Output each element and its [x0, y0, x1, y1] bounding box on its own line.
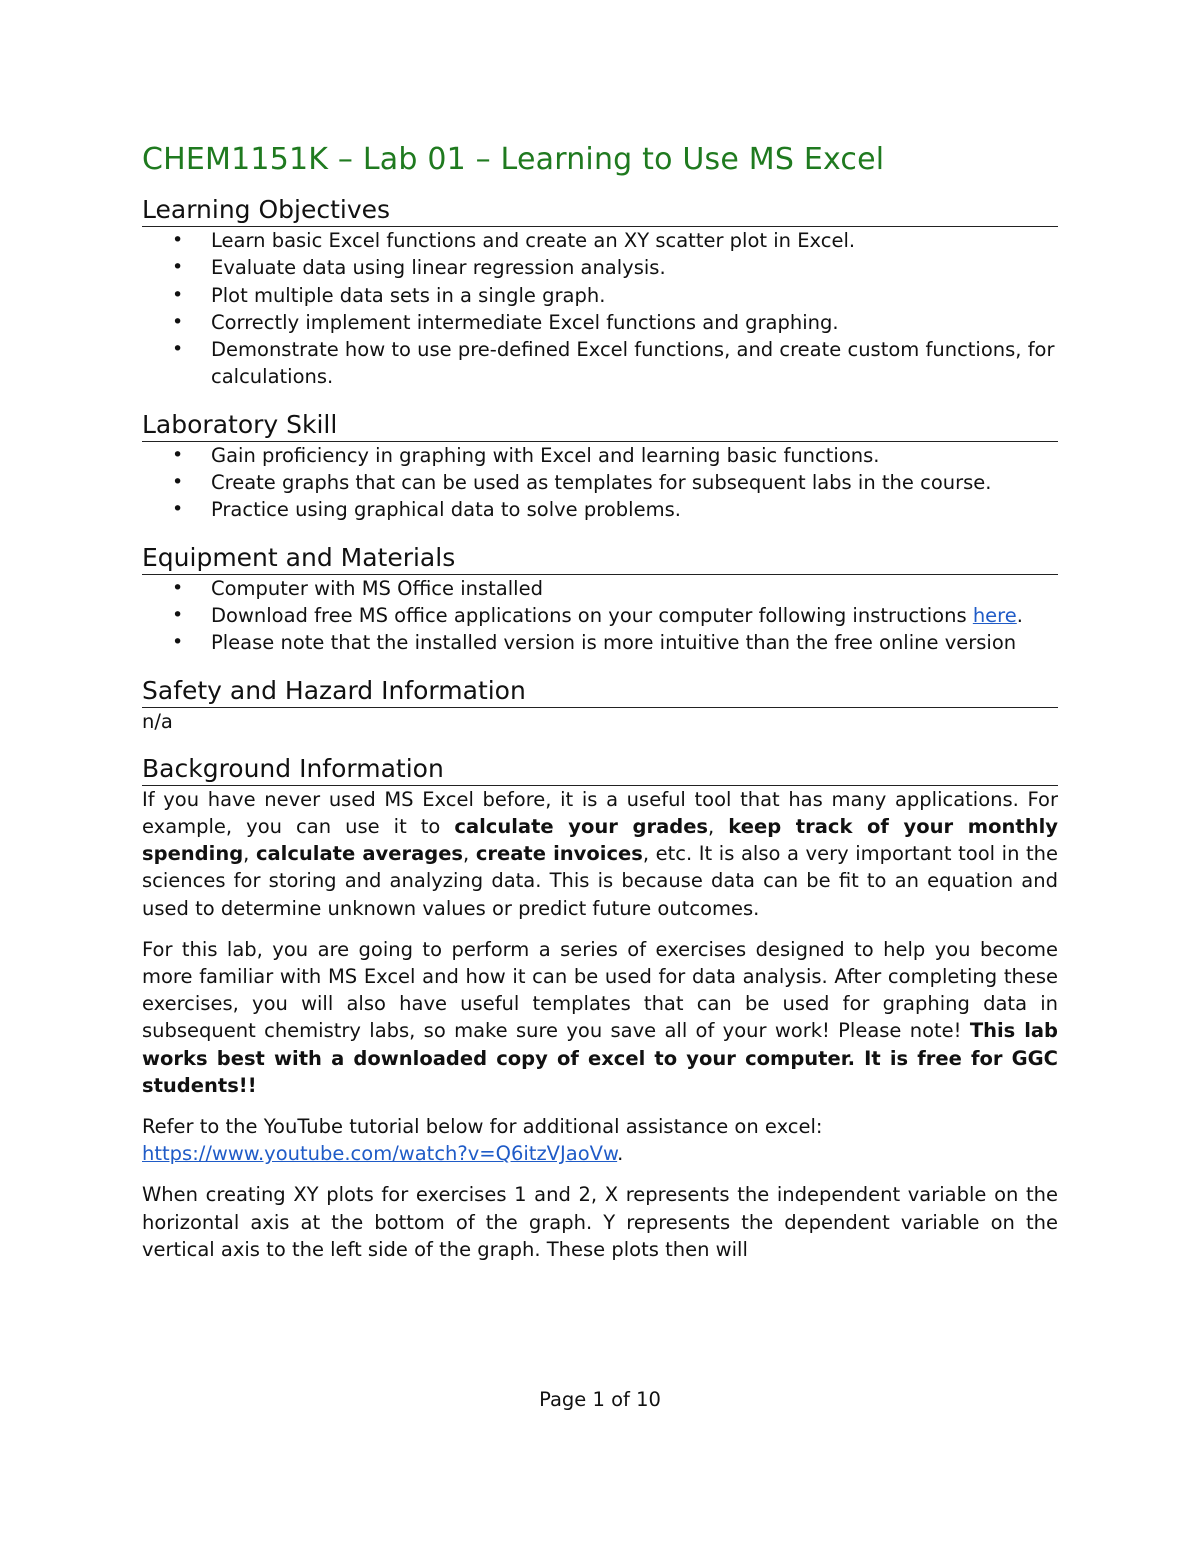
list-item: • Plot multiple data sets in a single graph.	[142, 282, 1058, 309]
list-item: • Download free MS office applications on your computer following instructions here.	[142, 602, 1058, 629]
background-paragraph-1: If you have never used MS Excel before, it is a useful tool that has many applications. For example, you can use it to calculate your grades, keep track of your monthly spending, calculate averages, create invoices, etc. It is also a very important tool in the sciences for storing and analyzing data. This is because data can be fit to an equation and used to determine unknown values or predict future outcomes.	[142, 787, 1059, 920]
heading-learning-objectives: Learning Objectives	[142, 194, 1058, 227]
bullet-icon: •	[172, 256, 184, 279]
background-paragraph-4: When creating XY plots for exercises 1 and 2, X represents the independent variable on the horizontal axis at the bottom of the graph. Y represents the dependent variable on the vertical axis to the left side of the graph. These plots then will	[142, 1183, 1058, 1261]
bullet-icon: •	[172, 338, 184, 361]
bullet-icon: •	[172, 310, 184, 333]
list-item: • Practice using graphical data to solve problems.	[142, 496, 1058, 523]
document-title: CHEM1151K – Lab 01 – Learning to Use MS Excel	[142, 142, 885, 177]
here-link[interactable]: here	[972, 603, 1017, 627]
page-number-footer: Page 1 of 10	[539, 1388, 661, 1411]
background-paragraph-3: Refer to the YouTube tutorial below for additional assistance on excel: https://www.youtube.com/watch?v=Q6itzVJaoVw.	[142, 1115, 823, 1166]
bullet-icon: •	[172, 471, 184, 494]
list-item: • Computer with MS Office installed	[142, 575, 1058, 602]
safety-text: n/a	[142, 709, 173, 733]
bullet-icon: •	[172, 576, 184, 599]
list-item: • Please note that the installed version is more intuitive than the free online version	[142, 629, 1058, 656]
laboratory-skill-list	[142, 442, 1058, 524]
heading-safety-hazard: Safety and Hazard Information	[142, 675, 1058, 708]
heading-background-information: Background Information	[142, 753, 1058, 786]
background-paragraph-2: For this lab, you are going to perform a series of exercises designed to help you become more familiar with MS Excel and how it can be used for data analysis. After completing these exercises, you will also have useful templates that can be used for graphing data in subsequent chemistry labs, so make sure you save all of your work! Please note! This lab works best with a downloaded copy of excel to your computer. It is free for GGC students!!	[142, 937, 1058, 1097]
list-item: • Create graphs that can be used as templates for subsequent labs in the course.	[142, 469, 1058, 496]
learning-objectives-list	[142, 227, 1058, 391]
list-item: • Learn basic Excel functions and create an XY scatter plot in Excel.	[142, 227, 1058, 254]
youtube-tutorial-link[interactable]: https://www.youtube.com/watch?v=Q6itzVJaoVw	[142, 1142, 618, 1166]
bullet-icon: •	[172, 631, 184, 654]
page-content	[142, 140, 1058, 1263]
list-item: • Demonstrate how to use pre-defined Excel functions, and create custom functions, for calculations.	[172, 338, 1055, 389]
bullet-icon: •	[172, 443, 184, 466]
bullet-icon: •	[172, 603, 184, 626]
list-item: • Gain proficiency in graphing with Excel and learning basic functions.	[142, 442, 1058, 469]
bullet-icon: •	[172, 498, 184, 521]
heading-laboratory-skill: Laboratory Skill	[142, 409, 1058, 442]
list-item: • Correctly implement intermediate Excel functions and graphing.	[142, 309, 1058, 336]
heading-equipment-materials: Equipment and Materials	[142, 542, 1058, 575]
bullet-icon: •	[172, 229, 184, 251]
equipment-list	[142, 575, 1058, 657]
bullet-icon: •	[172, 283, 184, 306]
list-item: • Evaluate data using linear regression analysis.	[142, 254, 1058, 281]
